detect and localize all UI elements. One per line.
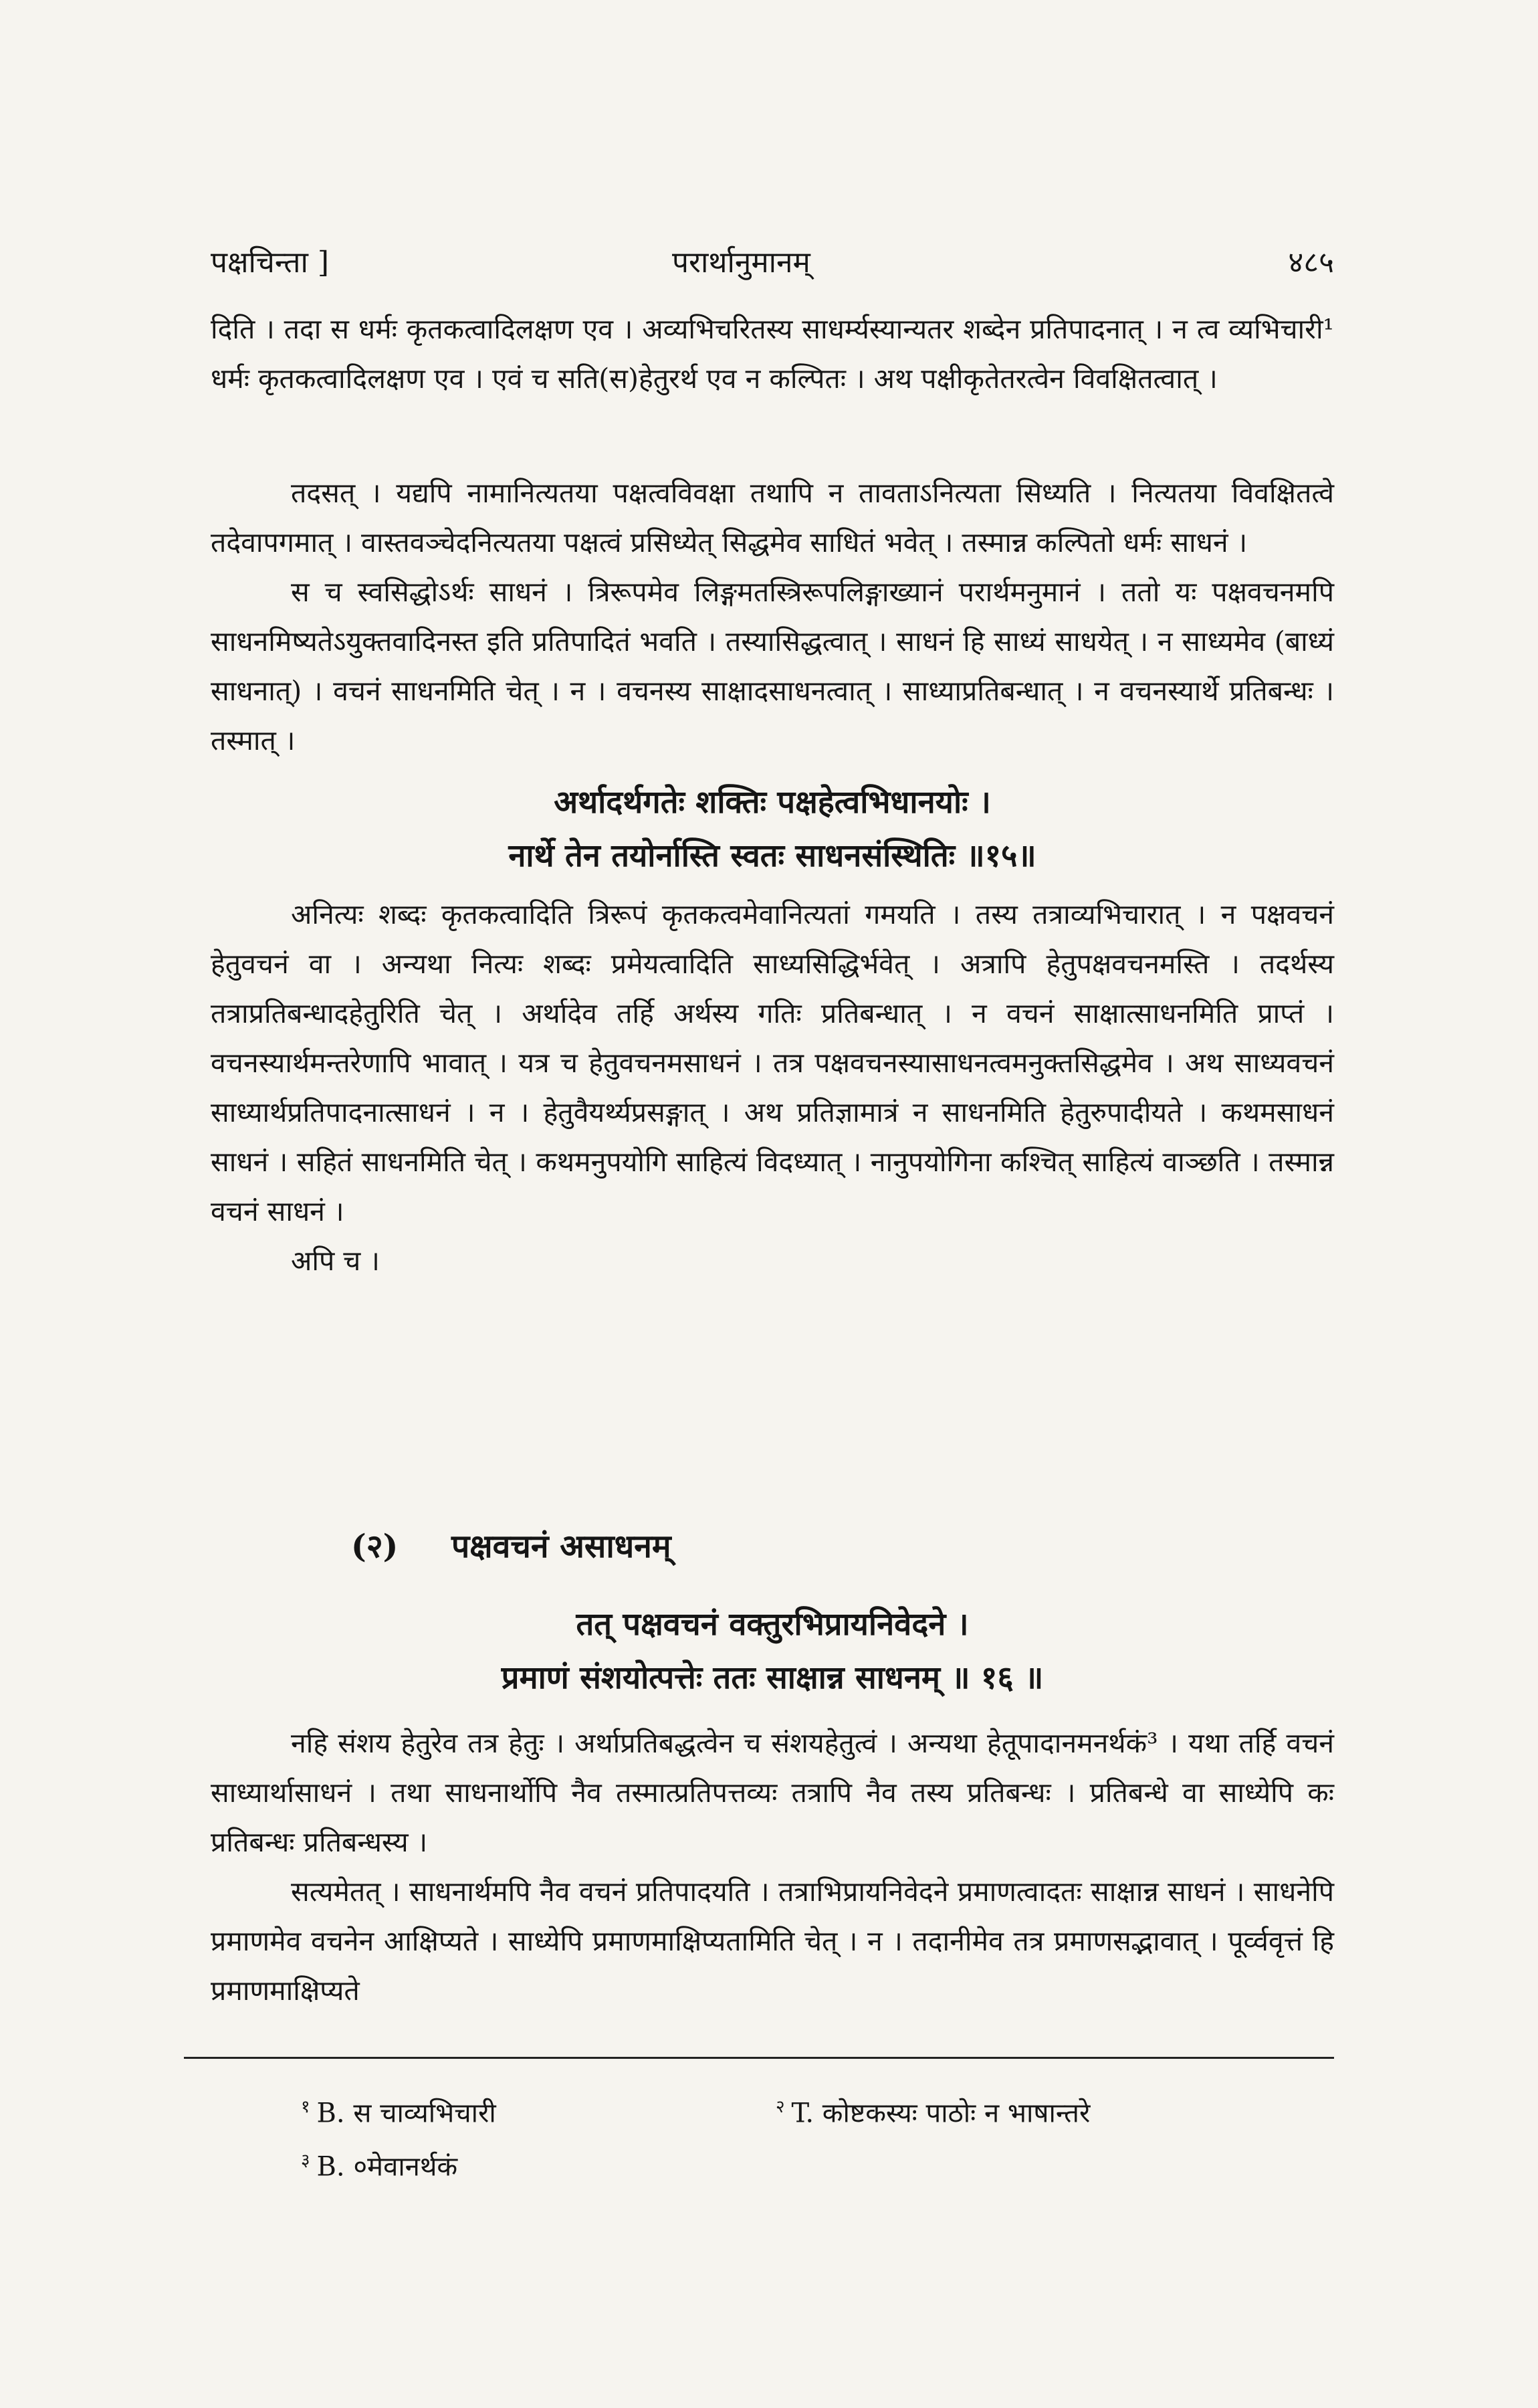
section-block <box>211 1522 1334 2015</box>
paragraph: नहि संशय हेतुरेव तत्र हेतुः । अर्थाप्रतिबद्धत्वेन च संशयहेतुत्वं । अन्यथा हेतूपादानमनर्थकं³ । यथा तर्हि वचनं साध्यार्थासाधनं । तथा साधनार्थोपि नैव तस्मात्प्रतिपत्तव्यः तत्रापि नैव तस्य प्रतिबन्धः । प्रतिबन्धे वा साध्येपि कः प्रतिबन्धः प्रतिबन्धस्य । <box>211 1727 1334 1858</box>
paragraph: अनित्यः शब्दः कृतकत्वादिति त्रिरूपं कृतकत्वमेवानित्यतां गमयति । तस्य तत्राव्यभिचारात् । न पक्षवचनं हेतुवचनं वा । अन्यथा नित्यः शब्दः प्रमेयत्वादिति साध्यसिद्धिर्भवेत् । अत्रापि हेतुपक्षवचनमस्ति । तदर्थस्य तत्राप्रतिबन्धादहेतुरिति चेत् । अर्थादेव तर्हि अर्थस्य गतिः प्रतिबन्धात् । न वचनं साक्षात्साधनमिति प्राप्तं । वचनस्यार्थमन्तरेणापि भावात् । यत्र च हेतुवचनमसाधनं । तत्र पक्षवचनस्यासाधनत्वमनुक्तसिद्धमेव । अथ साध्यवचनं साध्यार्थप्रतिपादनात्साधनं । न । हेतुवैयर्थ्यप्रसङ्गात् । अथ प्रतिज्ञामात्रं न साधनमिति हेतुरुपादीयते । कथमसाधनं साधनं । सहितं साधनमिति चेत् । कथमनुपयोगि साहित्यं विदध्यात् । नानुपयोगिना कश्चित् साहित्यं वाञ्छति । तस्मान्न वचनं साधनं । <box>211 898 1334 1227</box>
paragraph: अपि च । <box>291 1245 380 1277</box>
section-title: पक्षवचनं असाधनम् <box>451 1528 671 1565</box>
paragraph: स च स्वसिद्धोऽर्थः साधनं । त्रिरूपमेव लिङ्गमतस्त्रिरूपलिङ्गाख्यानं परार्थमनुमानं । ततो यः पक्षवचनमपि साधनमिष्यतेऽयुक्तवादिनस्त इति प्रतिपादितं भवति । तस्यासिद्धत्वात् । साधनं हि साध्यं साधयेत् । न साध्यमेव (बाध्यं साधनात्) । वचनं साधनमिति चेत् । न । वचनस्य साक्षादसाधनत्वात् । साध्याप्रतिबन्धात् । न वचनस्यार्थे प्रतिबन्धः । तस्मात् । <box>211 576 1334 757</box>
verse-line: प्रमाणं संशयोत्पत्तेः ततः साक्षान्न साधनम् ॥ १६ ॥ <box>501 1660 1044 1696</box>
footnote-3 <box>301 2140 457 2187</box>
page-number: ४८५ <box>1288 245 1334 280</box>
paragraph: तदसत् । यद्यपि नामानित्यतया पक्षत्वविवक्षा तथापि न तावताऽनित्यता सिध्यति । नित्यतया विवक्षितत्वे तदेवापगमात् । वास्तवञ्चेदनित्यतया पक्षत्वं प्रसिध्येत् सिद्धमेव साधितं भवेत् । तस्मान्न कल्पितो धर्मः साधनं । <box>211 477 1334 559</box>
paragraph: सत्यमेतत् । साधनार्थमपि नैव वचनं प्रतिपादयति । तत्राभिप्रायनिवेदने प्रमाणत्वादतः साक्षान्न साधनं । साधनेपि प्रमाणमेव वचनेन आक्षिप्यते । साध्येपि प्रमाणमाक्षिप्यतामिति चेत् । न । तदानीमेव तत्र प्रमाणसद्भावात् । पूर्व्ववृत्तं हि प्रमाणमाक्षिप्यते <box>211 1876 1334 2007</box>
verse-line: नार्थे तेन तयोर्नास्ति स्वतः साधनसंस्थितिः ॥१५॥ <box>508 837 1036 874</box>
paragraph: दिति । तदा स धर्मः कृतकत्वादिलक्षण एव । अव्यभिचरितस्य साधर्म्यस्यान्यतर शब्देन प्रतिपादनात् । न त्व व्यभिचारी¹ धर्मः कृतकत्वादिलक्षण एव । एवं च सति(स)हेतुरर्थ एव न कल्पितः । अथ पक्षीकृतेतरत्वेन विवक्षितत्वात् । <box>211 313 1334 395</box>
header-section-title: पक्षचिन्ता ] <box>211 245 330 280</box>
footnote-mark: २ <box>776 2097 785 2117</box>
text-block-2 <box>211 468 1334 1286</box>
footnote-rule <box>184 2057 1334 2059</box>
footnote-mark: १ <box>301 2097 310 2117</box>
footnote-1 <box>301 2087 496 2133</box>
section-number: (२) <box>351 1528 399 1565</box>
footnote-text: B. ०मेवानर्थकं <box>316 2151 458 2183</box>
footnote-mark: ३ <box>301 2150 310 2171</box>
text-block-1 <box>211 304 1334 403</box>
section-heading <box>211 1522 1334 1571</box>
footnote-text: B. स चाव्यभिचारी <box>316 2098 496 2129</box>
footnote-text: T. कोष्टकस्यः पाठोः न भाषान्तरे <box>791 2098 1091 2129</box>
footnote-2 <box>776 2087 1090 2133</box>
verse-line: तत् पक्षवचनं वक्तुरभिप्रायनिवेदने । <box>576 1606 969 1643</box>
verse-line: अर्थादर्थगतेः शक्तिः पक्षहेत्वभिधानयोः । <box>554 784 991 821</box>
header-chapter-title: परार्थानुमानम् <box>672 245 810 280</box>
running-header <box>211 241 1334 288</box>
